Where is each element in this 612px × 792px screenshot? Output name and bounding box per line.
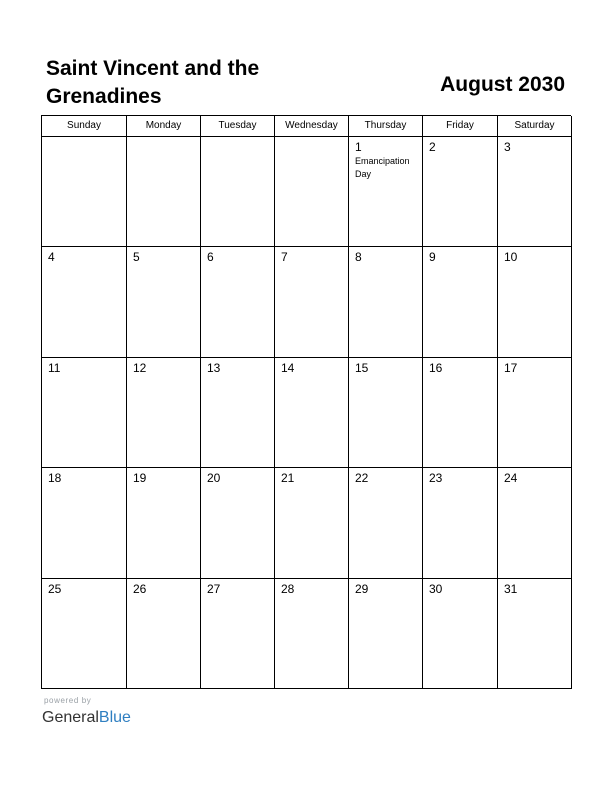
empty-day-cell [127,137,201,247]
day-cell [127,247,201,357]
day-cell [201,247,275,357]
day-cell [42,579,127,689]
day-number: 22 [355,471,369,486]
day-cell [42,468,127,578]
day-number: 28 [281,581,295,596]
day-number: 18 [48,471,62,486]
day-number: 11 [48,360,61,375]
calendar-grid [41,115,571,689]
empty-day-cell [275,137,349,247]
day-number: 30 [429,581,443,596]
day-cell [349,358,423,468]
day-number: 9 [429,250,436,265]
day-cell [498,247,572,357]
holiday-label: Emancipation Day [355,156,410,179]
day-number: 26 [133,581,147,596]
generalblue-logo[interactable] [42,707,131,729]
day-number: 27 [207,581,221,596]
powered-by-label: powered by [44,696,92,705]
weekday-header: Saturday [498,116,572,137]
day-cell [423,247,498,357]
empty-day-cell [201,137,275,247]
day-number: 8 [355,250,362,265]
day-cell [275,579,349,689]
day-number: 19 [133,471,147,486]
weekday-header: Thursday [349,116,423,137]
day-cell [423,579,498,689]
day-cell [127,468,201,578]
calendar-country-title: Saint Vincent and the Grenadines [46,57,260,108]
day-number: 2 [429,140,436,154]
day-cell [127,358,201,468]
day-cell [423,468,498,578]
day-cell [275,247,349,357]
day-number: 7 [281,250,288,265]
day-number: 1 [355,140,362,154]
day-number: 4 [48,250,55,265]
calendar-month-title: August 2030 [440,73,565,96]
day-number: 23 [429,471,443,486]
day-cell [349,468,423,578]
day-cell [349,579,423,689]
day-cell [275,358,349,468]
day-cell [498,579,572,689]
day-cell [201,358,275,468]
day-cell [201,468,275,578]
day-cell [498,137,572,247]
day-number: 25 [48,581,62,596]
day-cell [349,247,423,357]
day-cell [42,358,127,468]
day-cell [423,137,498,247]
day-cell [42,247,127,357]
empty-day-cell [42,137,127,247]
day-number: 17 [504,360,518,375]
weekday-header: Tuesday [201,116,275,137]
day-number: 20 [207,471,221,486]
weekday-header: Wednesday [275,116,349,137]
day-number: 31 [504,581,518,596]
day-number: 16 [429,360,443,375]
day-cell [498,468,572,578]
day-cell [127,579,201,689]
day-number: 6 [207,250,214,265]
day-cell [275,468,349,578]
day-cell [423,358,498,468]
day-number: 10 [504,250,518,265]
weekday-header: Monday [127,116,201,137]
brand-general-text: General [42,709,99,726]
day-cell [201,579,275,689]
day-number: 15 [355,360,369,375]
weekday-header: Friday [423,116,498,137]
day-cell [498,358,572,468]
day-number: 13 [207,360,221,375]
footer-brand [42,696,131,729]
day-number: 29 [355,581,369,596]
brand-blue-text: Blue [98,709,131,726]
day-number: 14 [281,360,295,375]
day-number: 12 [133,360,147,375]
day-number: 24 [504,471,518,486]
day-number: 3 [504,140,511,154]
weekday-header: Sunday [42,116,127,137]
day-number: 21 [281,471,295,486]
day-number: 5 [133,250,140,265]
day-cell [349,137,423,247]
